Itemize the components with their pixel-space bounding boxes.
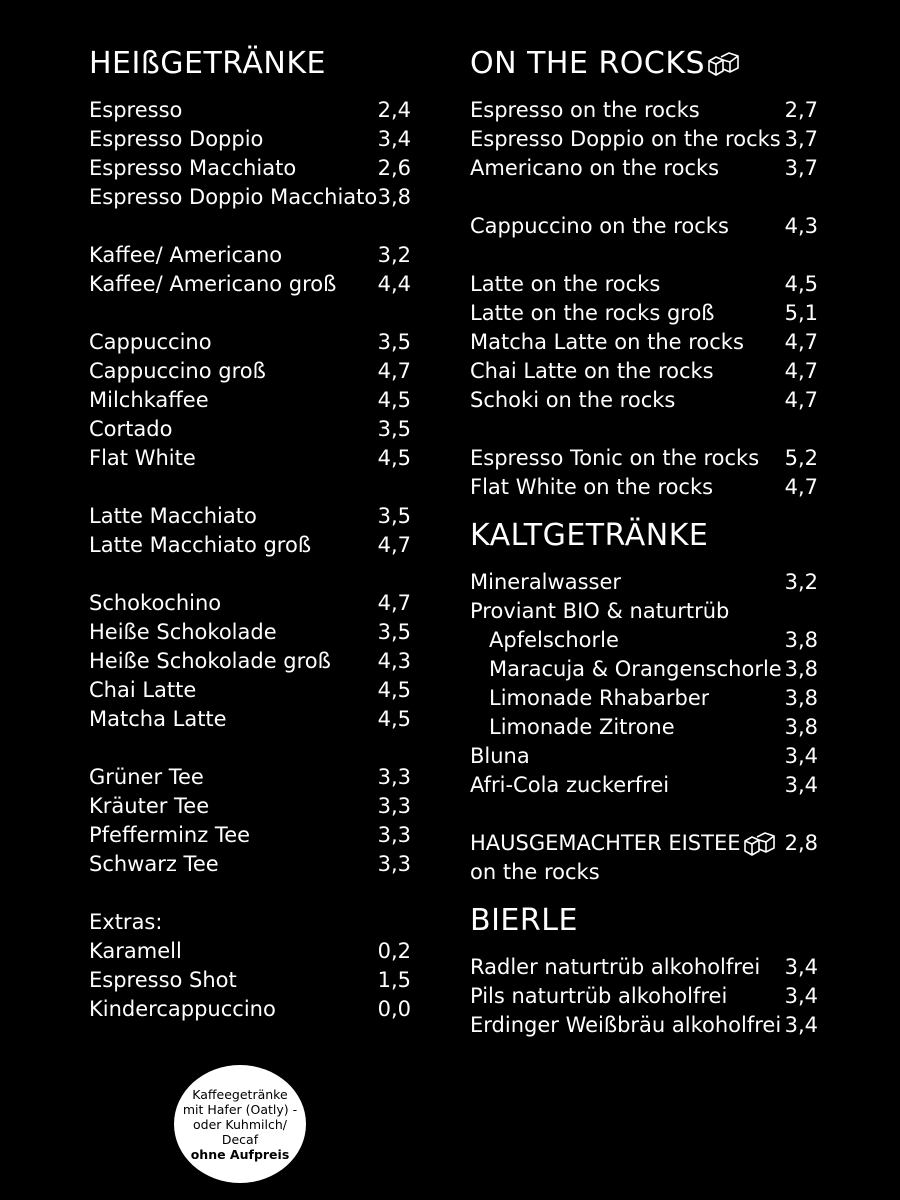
menu-item-price: 4,3 (784, 214, 818, 238)
menu-item (470, 713, 818, 742)
menu-item (89, 995, 411, 1024)
menu-item-price: 3,8 (784, 686, 818, 710)
menu-item-name: Heiße Schokolade groß (89, 649, 331, 673)
menu-item-price: 2,4 (377, 98, 411, 122)
menu-item (89, 125, 411, 154)
menu-item-name: Flat White on the rocks (470, 475, 714, 499)
menu-item-name: Limonade Zitrone (489, 715, 675, 739)
menu-item (470, 444, 818, 473)
menu-item-name: Proviant BIO & naturtrüb (470, 599, 730, 623)
menu-item (89, 270, 411, 299)
iced-tea-sub: on the rocks (470, 860, 600, 884)
menu-item-price: 3,4 (784, 984, 818, 1008)
menu-item-price: 3,8 (377, 185, 411, 209)
menu-item (470, 270, 818, 299)
menu-item-price: 3,4 (784, 955, 818, 979)
menu-item-name: Matcha Latte on the rocks (470, 330, 744, 354)
menu-item-name: Bluna (470, 744, 530, 768)
menu-item-name: Kaffee/ Americano groß (89, 272, 337, 296)
menu-item-price: 3,2 (784, 570, 818, 594)
beer-list (470, 953, 818, 1040)
hot-drinks-list (89, 96, 411, 879)
menu-item-name: Latte on the rocks groß (470, 301, 715, 325)
menu-item-price: 3,8 (784, 628, 818, 652)
menu-item (470, 953, 818, 982)
menu-item-name: Espresso (89, 98, 183, 122)
badge-line: oder Kuhmilch/ (193, 1116, 287, 1132)
menu-item-price: 3,4 (784, 1013, 818, 1037)
menu-item-price: 3,3 (377, 823, 411, 847)
menu-item (89, 763, 411, 792)
menu-item (89, 502, 411, 531)
menu-item-price: 3,4 (784, 773, 818, 797)
menu-item-name: Afri-Cola zuckerfrei (470, 773, 670, 797)
menu-item-price: 0,0 (377, 997, 411, 1021)
menu-item-name: Radler naturtrüb alkoholfrei (470, 955, 761, 979)
iced-tea-item (470, 829, 818, 887)
menu-item (89, 96, 411, 125)
menu-item (89, 444, 411, 473)
menu-item-name: Espresso Doppio on the rocks (470, 127, 781, 151)
menu-item-name: Cortado (89, 417, 173, 441)
ice-cube-icon (707, 51, 741, 77)
menu-item-name: Kindercappuccino (89, 997, 276, 1021)
menu-item-price: 4,7 (377, 359, 411, 383)
badge-line: Kaffeegetränke (192, 1086, 288, 1102)
menu-item-price: 5,2 (784, 446, 818, 470)
menu-item (89, 328, 411, 357)
menu-item-price: 4,3 (377, 649, 411, 673)
menu-item (89, 415, 411, 444)
menu-item-name: Heiße Schokolade (89, 620, 277, 644)
menu-item (89, 937, 411, 966)
extras-list (89, 937, 411, 1024)
menu-item-name: Espresso on the rocks (470, 98, 700, 122)
menu-item-name: Pils naturtrüb alkoholfrei (470, 984, 728, 1008)
menu-item (89, 850, 411, 879)
iced-tea-name: HAUSGEMACHTER EISTEE (470, 831, 741, 855)
menu-item-price: 4,7 (784, 388, 818, 412)
menu-item-price: 3,3 (377, 794, 411, 818)
menu-item (470, 771, 818, 800)
menu-item-name: Espresso Shot (89, 968, 237, 992)
menu-item-name: Grüner Tee (89, 765, 204, 789)
menu-item (89, 647, 411, 676)
menu-item-price: 4,7 (784, 475, 818, 499)
menu-item-name: Kaffee/ Americano (89, 243, 283, 267)
menu-item-price: 4,7 (377, 533, 411, 557)
on-the-rocks-heading: ON THE ROCKS (470, 44, 818, 84)
menu-item (470, 154, 818, 183)
menu-item-name: Karamell (89, 939, 182, 963)
badge-line: mit Hafer (Oatly) - (182, 1101, 298, 1117)
menu-item (89, 154, 411, 183)
menu-item-name: Flat White (89, 446, 196, 470)
menu-item (470, 655, 818, 684)
menu-item-price: 3,3 (377, 852, 411, 876)
menu-item-price: 3,4 (377, 127, 411, 151)
menu-item-name: Mineralwasser (470, 570, 621, 594)
menu-item-price: 4,5 (377, 678, 411, 702)
menu-item-price: 3,5 (377, 417, 411, 441)
menu-item-price: 3,5 (377, 330, 411, 354)
menu-item-name: Espresso Macchiato (89, 156, 297, 180)
menu-item-name: Cappuccino groß (89, 359, 266, 383)
menu-item-name: Pfefferminz Tee (89, 823, 251, 847)
ice-cube-icon (743, 831, 777, 857)
menu-item (470, 212, 818, 241)
menu-item-name: Cappuccino on the rocks (470, 214, 729, 238)
menu-item (89, 241, 411, 270)
menu-item-name: Limonade Rhabarber (489, 686, 710, 710)
menu-item (89, 705, 411, 734)
menu-item-name: Schoki on the rocks (470, 388, 676, 412)
menu-item-name: Chai Latte on the rocks (470, 359, 714, 383)
menu-item-name: Maracuja & Orangenschorle (489, 657, 782, 681)
menu-item (470, 328, 818, 357)
menu-item-price: 2,7 (784, 98, 818, 122)
menu-item (470, 299, 818, 328)
menu-item-name: Chai Latte (89, 678, 197, 702)
menu-item (470, 742, 818, 771)
iced-tea-price: 2,8 (784, 831, 818, 855)
menu-item-name: Latte Macchiato (89, 504, 257, 528)
menu-item-name: Espresso Doppio (89, 127, 264, 151)
menu-item (89, 792, 411, 821)
menu-item (470, 597, 818, 626)
menu-item-price: 4,5 (377, 707, 411, 731)
menu-item-name: Latte Macchiato groß (89, 533, 312, 557)
menu-item-name: Cappuccino (89, 330, 212, 354)
menu-item-name: Espresso Tonic on the rocks (470, 446, 760, 470)
menu-item (470, 626, 818, 655)
menu-item-price: 3,5 (377, 504, 411, 528)
menu-item-price: 3,4 (784, 744, 818, 768)
menu-item-price: 1,5 (377, 968, 411, 992)
menu-item-price: 4,7 (784, 330, 818, 354)
menu-item-price: 4,5 (377, 446, 411, 470)
menu-item (470, 568, 818, 597)
menu-item-price: 4,7 (784, 359, 818, 383)
cold-drinks-list (470, 568, 818, 800)
menu-item (89, 386, 411, 415)
menu-item (470, 982, 818, 1011)
menu-item (89, 966, 411, 995)
menu-item-price: 0,2 (377, 939, 411, 963)
beer-heading: BIERLE (470, 903, 578, 938)
menu-item-price: 5,1 (784, 301, 818, 325)
menu-item (470, 386, 818, 415)
menu-item-price: 3,7 (784, 127, 818, 151)
menu-item-name: Kräuter Tee (89, 794, 210, 818)
menu-item-price: 3,5 (377, 620, 411, 644)
menu-item (89, 531, 411, 560)
right-column (470, 44, 818, 1040)
menu-item-name: Espresso Doppio Macchiato (89, 185, 378, 209)
menu-item-name: Erdinger Weißbräu alkoholfrei (470, 1013, 782, 1037)
extras-label: Extras: (89, 910, 163, 934)
menu-item-name: Schokochino (89, 591, 222, 615)
menu-item (470, 125, 818, 154)
menu-item-name: Latte on the rocks (470, 272, 661, 296)
menu-item-price: 4,5 (784, 272, 818, 296)
menu-item-price: 3,3 (377, 765, 411, 789)
badge-no-surcharge: ohne Aufpreis (190, 1146, 290, 1162)
menu-item (470, 473, 818, 502)
menu-item-price: 4,4 (377, 272, 411, 296)
hot-drinks-column (89, 44, 411, 1024)
menu-item (89, 589, 411, 618)
menu-item-price: 3,7 (784, 156, 818, 180)
badge-line: Decaf (221, 1131, 259, 1147)
menu-item (470, 96, 818, 125)
menu-item-price: 3,2 (377, 243, 411, 267)
menu-item-name: Matcha Latte (89, 707, 227, 731)
menu-item-name: Milchkaffee (89, 388, 209, 412)
menu-item-price: 2,6 (377, 156, 411, 180)
menu-item-name: Schwarz Tee (89, 852, 219, 876)
menu-item-price: 3,8 (784, 715, 818, 739)
menu-item-price: 3,8 (784, 657, 818, 681)
menu-item (470, 1011, 818, 1040)
menu-item (470, 357, 818, 386)
menu-item-price: 4,7 (377, 591, 411, 615)
milk-options-badge (174, 1065, 306, 1183)
menu-item-price: 4,5 (377, 388, 411, 412)
menu-item-name: Americano on the rocks (470, 156, 720, 180)
menu-item (470, 684, 818, 713)
menu-item-name: Apfelschorle (489, 628, 619, 652)
menu-item (89, 618, 411, 647)
menu-item (89, 676, 411, 705)
hot-drinks-heading: HEIßGETRÄNKE (89, 46, 327, 81)
menu-item (89, 183, 411, 212)
menu-item (89, 357, 411, 386)
cold-drinks-heading: KALTGETRÄNKE (470, 518, 709, 553)
on-the-rocks-list (470, 96, 818, 502)
menu-item (89, 821, 411, 850)
